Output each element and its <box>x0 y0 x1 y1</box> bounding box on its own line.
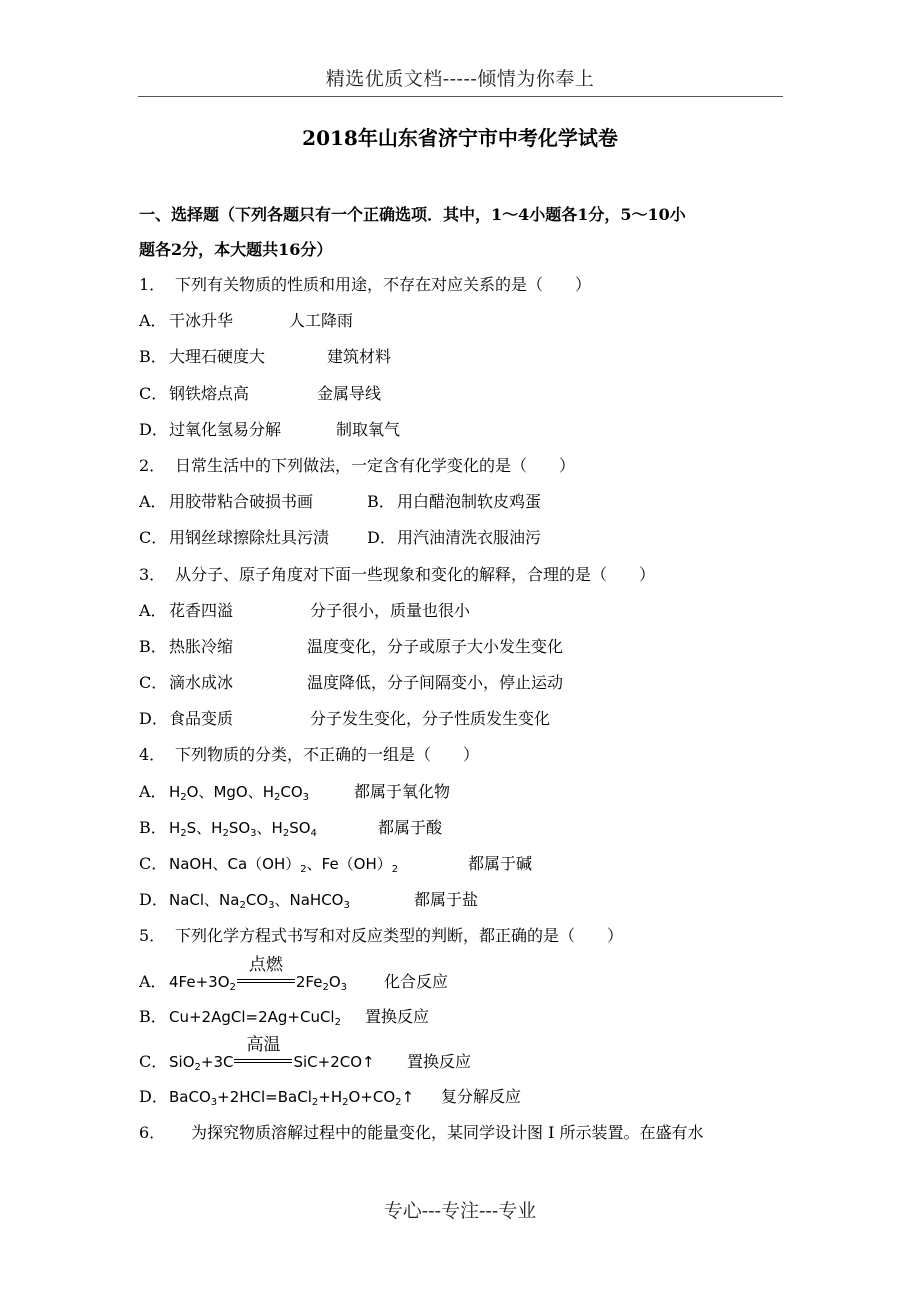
option-use: 人工降雨 <box>289 311 354 331</box>
option-label: B． <box>139 817 167 837</box>
option-use: 金属导线 <box>317 383 382 403</box>
exam-title: 2018年山东省济宁市中考化学试卷 <box>302 126 618 150</box>
reaction-type: 置换反应 <box>407 1051 472 1071</box>
header-divider <box>138 96 783 97</box>
reaction-type: 化合反应 <box>384 971 449 991</box>
option-label: B． <box>367 492 395 512</box>
condition-label: 高温 <box>246 1035 281 1056</box>
option-property: 大理石硬度大 <box>169 347 266 367</box>
page-footer: 专心---专注---专业 <box>383 1200 537 1222</box>
option-label: B． <box>139 1006 167 1026</box>
question-text: 下列有关物质的性质和用途，不存在对应关系的是（ ） <box>175 275 592 294</box>
question-3-stem <box>139 557 784 593</box>
question-2-options-ab <box>139 484 784 520</box>
option-classification: 都属于碱 <box>468 854 533 873</box>
formula-list: $H_2O$、MgO、$H_2CO_3$ <box>169 782 310 803</box>
option-property: 钢铁熔点高 <box>169 383 250 403</box>
question-4-option-a <box>139 774 784 810</box>
formula-list: NaCl、$Na_2CO_3$、NaHCO$_3$ <box>169 891 350 912</box>
option-phenomenon: 热胀冷缩 <box>169 636 234 656</box>
option-label: A． <box>139 492 167 512</box>
question-1-stem <box>139 267 784 303</box>
question-number: 2． <box>139 455 166 475</box>
page-header: 精选优质文档-----倾情为你奉上 <box>325 68 595 90</box>
option-phenomenon: 滴水成冰 <box>169 673 234 693</box>
option-text: 用汽油清洗衣服油污 <box>397 528 542 548</box>
question-3-option-b <box>139 629 784 665</box>
option-label: C． <box>139 854 168 873</box>
equals-bar <box>234 1059 292 1063</box>
option-label: A． <box>139 781 167 801</box>
option-classification: 都属于氧化物 <box>354 781 451 801</box>
chemical-equation: $BaCO_3+2HCl=BaCl_2+H_2O+CO_2↑$ <box>169 1087 415 1108</box>
chemical-equation: $4Fe+3O_2$ 点燃 $2Fe_2O_3$ <box>169 955 348 993</box>
question-3-option-c <box>139 665 784 701</box>
option-label: D． <box>139 709 168 729</box>
exam-content <box>139 197 784 1151</box>
question-5-stem <box>139 918 784 954</box>
question-number: 3． <box>139 564 166 584</box>
question-number: 5． <box>139 926 166 946</box>
section-heading-line-1: 一、选择题（下列各题只有一个正确选项．其中，1～4小题各1分，5～10小 <box>139 205 686 224</box>
option-classification: 都属于酸 <box>378 817 443 837</box>
formula-list: NaOH、$Ca(OH)_2$、$Fe(OH)_2$ <box>169 855 399 875</box>
question-1-option-c <box>139 376 784 412</box>
option-label: C． <box>139 383 168 403</box>
question-1-option-d <box>139 412 784 448</box>
option-phenomenon: 食品变质 <box>169 709 234 729</box>
question-3-option-d <box>139 701 784 737</box>
question-number: 6． <box>139 1122 166 1142</box>
option-label: A． <box>139 311 167 331</box>
question-2-options-cd <box>139 520 784 556</box>
option-use: 建筑材料 <box>327 347 392 367</box>
question-5-option-b <box>139 999 784 1035</box>
option-label: C． <box>139 528 168 548</box>
chemical-equation: Cu+2AgCl=2Ag+CuCl$_2$ <box>169 1007 341 1028</box>
option-label: D． <box>139 419 168 439</box>
option-explanation: 分子很小，质量也很小 <box>310 600 471 620</box>
question-3-option-a <box>139 593 784 629</box>
question-1-option-a <box>139 303 784 339</box>
option-explanation: 分子发生变化，分子性质发生变化 <box>310 709 551 729</box>
question-5-option-a <box>139 955 784 999</box>
option-text: 用钢丝球擦除灶具污渍 <box>169 528 330 548</box>
question-5-option-d <box>139 1079 784 1115</box>
question-text: 下列化学方程式书写和对反应类型的判断，都正确的是（ ） <box>175 926 624 946</box>
option-use: 制取氧气 <box>336 419 401 439</box>
option-phenomenon: 花香四溢 <box>169 600 234 620</box>
question-text: 从分子、原子角度对下面一些现象和变化的解释，合理的是（ ） <box>175 564 656 584</box>
equals-bar <box>237 979 295 983</box>
section-heading <box>139 197 784 267</box>
reaction-type: 复分解反应 <box>441 1086 522 1106</box>
option-label: A． <box>139 971 167 991</box>
condition-label: 点燃 <box>248 955 283 976</box>
option-classification: 都属于盐 <box>414 890 479 910</box>
reaction-condition <box>237 955 295 989</box>
question-4-option-d <box>139 882 784 918</box>
chemical-equation: SiO$_2$+3C 高温 SiC+2CO↑ <box>169 1035 375 1073</box>
option-explanation: 温度变化，分子或原子大小发生变化 <box>307 636 564 656</box>
option-label: B． <box>139 347 167 367</box>
option-text: 用白醋泡制软皮鸡蛋 <box>397 492 542 512</box>
question-number: 4． <box>139 745 166 765</box>
option-label: D． <box>367 528 396 548</box>
question-4-stem <box>139 737 784 773</box>
reaction-condition <box>234 1035 292 1069</box>
option-property: 过氧化氢易分解 <box>169 419 282 439</box>
question-5-option-c <box>139 1035 784 1079</box>
reaction-type: 置换反应 <box>365 1006 430 1026</box>
question-text: 为探究物质溶解过程中的能量变化，某同学设计图 I 所示装置。在盛有水 <box>191 1122 704 1142</box>
formula-list: $H_2S$、$H_2SO_3$、$H_2SO_4$ <box>169 818 317 839</box>
option-property: 干冰升华 <box>169 311 234 331</box>
section-heading-line-2: 题各2分，本大题共16分） <box>139 240 333 259</box>
question-number: 1． <box>139 275 166 294</box>
question-1-option-b <box>139 339 784 375</box>
option-label: C． <box>139 673 168 693</box>
question-text: 日常生活中的下列做法，一定含有化学变化的是（ ） <box>175 455 576 475</box>
option-label: C． <box>139 1051 168 1071</box>
option-label: D． <box>139 1086 168 1106</box>
question-6-stem <box>139 1115 784 1151</box>
question-text: 下列物质的分类，不正确的一组是（ ） <box>175 745 480 765</box>
option-text: 用胶带粘合破损书画 <box>169 492 314 512</box>
option-explanation: 温度降低，分子间隔变小，停止运动 <box>307 673 564 693</box>
question-4-option-b <box>139 810 784 846</box>
option-label: B． <box>139 636 167 656</box>
question-4-option-c <box>139 846 784 882</box>
question-2-stem <box>139 448 784 484</box>
option-label: A． <box>139 600 167 620</box>
option-label: D． <box>139 890 168 910</box>
